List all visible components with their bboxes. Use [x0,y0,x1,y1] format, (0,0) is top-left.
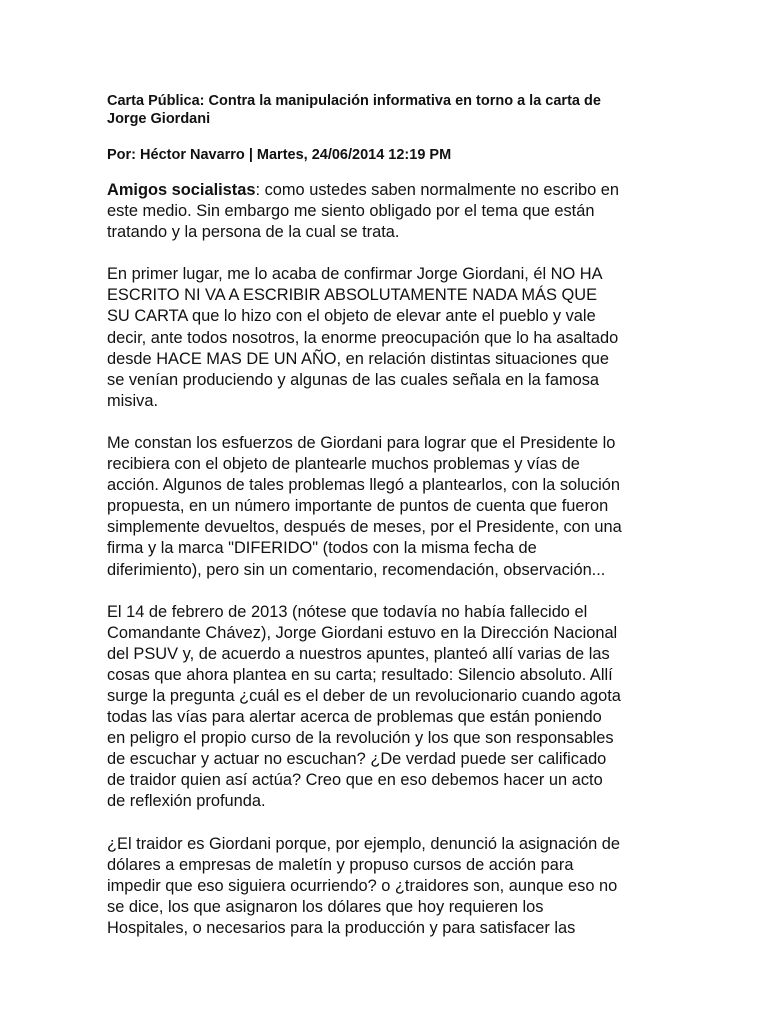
paragraph-line: dólares a empresas de maletín y propuso cursos de acción para [107,855,574,874]
paragraph-line: SU CARTA que lo hizo con el objeto de elevar ante el pueblo y vale [107,307,596,326]
paragraph-line: firma y la marca "DIFERIDO" (todos con la misma fecha de [107,539,537,558]
title-line: Jorge Giordani [107,111,211,127]
paragraph-line: Comandante Chávez), Jorge Giordani estuvo en la Dirección Nacional [107,623,618,642]
paragraph-traitor [107,834,673,939]
paragraph-line: este medio. Sin embargo me siento obligado por el tema que están [107,202,595,221]
greeting-rest: : como ustedes saben normalmente no escribo en [255,181,620,199]
paragraph-line: decir, ante todos nosotros, la enorme preocupación que lo ha asaltado [107,328,619,347]
paragraph-line: de traidor quien así actúa? Creo que en eso debemos hacer un acto [107,771,603,790]
paragraph-line: propuesta, en un número importante de puntos de cuenta que fueron [107,497,609,516]
paragraph-line: tratando y la persona de la cual se trata. [107,223,400,242]
paragraph-line: surge la pregunta ¿cuál es el deber de un revolucionario cuando agota [107,686,621,705]
paragraph-line: de reflexión profunda. [107,792,266,811]
paragraph-line: diferimiento), pero sin un comentario, recomendación, observación... [107,560,606,579]
paragraph-line: de escuchar y actuar no escuchan? ¿De verdad puede ser calificado [107,750,607,769]
paragraph-line: todas las vías para alertar acerca de problemas que están poniendo [107,708,602,727]
paragraph-february [107,602,673,813]
paragraph-line: se dice, los que asignaron los dólares que hoy requieren los [107,897,544,916]
paragraph-line: simplemente devueltos, después de meses, por el Presidente, con una [107,518,622,537]
title-line: Carta Pública: Contra la manipulación informativa en torno a la carta de [107,93,601,109]
paragraph-line: misiva. [107,391,158,410]
article-title [107,92,667,128]
paragraph-line: se venían produciendo y algunas de las cuales señala en la famosa [107,370,600,389]
article-body [107,180,673,960]
paragraph-line: impedir que eso siguiera ocurriendo? o ¿traidores son, aunque eso no [107,876,618,895]
paragraph-line: Hospitales, o necesarios para la producción y para satisfacer las [107,918,576,937]
paragraph-line: cosas que ahora plantea en su carta; resultado: Silencio absoluto. Allí [107,665,613,684]
paragraph-confirmation [107,264,673,412]
paragraph-line: desde HACE MAS DE UN AÑO, en relación distintas situaciones que [107,349,609,368]
paragraph-line [107,180,673,201]
paragraph-line: En primer lugar, me lo acaba de confirmar Jorge Giordani, él NO HA [107,265,603,284]
paragraph-line: Me constan los esfuerzos de Giordani para lograr que el Presidente lo [107,433,616,452]
paragraph-efforts [107,433,673,581]
paragraph-line: acción. Algunos de tales problemas llegó a plantearlos, con la solución [107,476,620,495]
paragraph-line: del PSUV y, de acuerdo a nuestros apuntes, planteó allí varias de las [107,644,610,663]
greeting-lead: Amigos socialistas [107,181,256,199]
paragraph-greeting [107,180,673,243]
paragraph-line: recibiera con el objeto de plantearle muchos problemas y vías de [107,455,580,474]
paragraph-line: El 14 de febrero de 2013 (nótese que todavía no había fallecido el [107,602,588,621]
paragraph-line: ESCRITO NI VA A ESCRIBIR ABSOLUTAMENTE NADA MÁS QUE [107,286,598,305]
byline: Por: Héctor Navarro | Martes, 24/06/2014 12:19 PM [107,147,452,163]
paragraph-line: en peligro el propio curso de la revolución y los que son responsables [107,729,614,748]
paragraph-line: ¿El traidor es Giordani porque, por ejemplo, denunció la asignación de [107,834,620,853]
